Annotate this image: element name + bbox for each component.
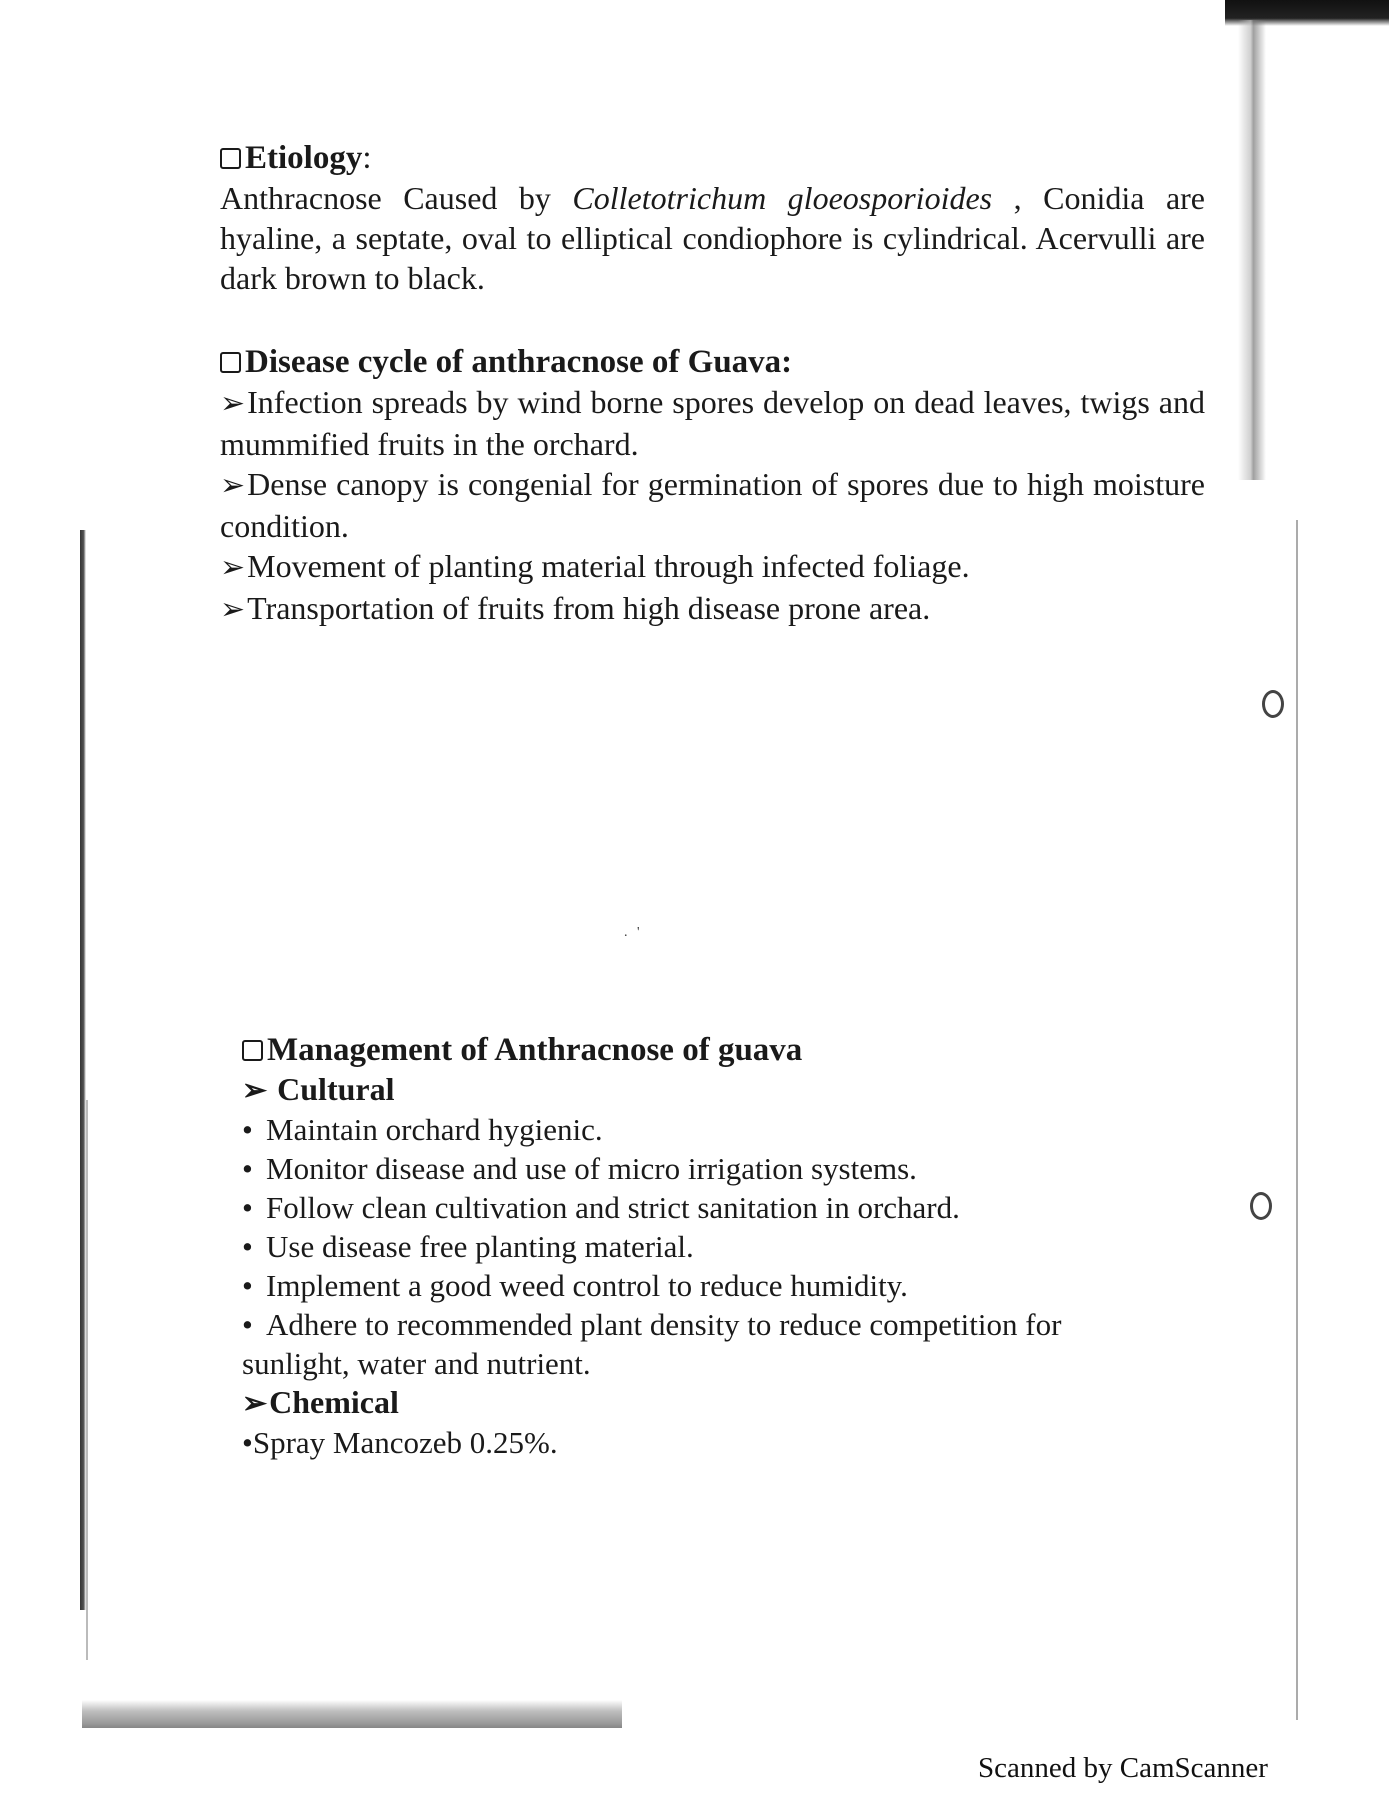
list-item (242, 1266, 1192, 1305)
bullet-icon: • (242, 1425, 253, 1460)
scan-edge-line-right (1296, 520, 1298, 1720)
list-item-text: Implement a good weed control to reduce humidity. (266, 1268, 908, 1303)
scan-shadow-right (1238, 20, 1266, 480)
etiology-text-pre: Anthracnose Caused by (220, 180, 573, 216)
list-item (220, 546, 1205, 588)
checkbox-square-icon (220, 148, 241, 169)
list-item (220, 588, 1205, 630)
bullet-icon: • (242, 1190, 253, 1225)
etiology-text-post: , Conidia are hyaline, a septate, oval to elliptical condiophore is cylindrical. Acervulli are dark brown to black. (220, 180, 1206, 296)
cultural-label: Cultural (277, 1071, 395, 1107)
list-item (242, 1227, 1192, 1266)
arrowhead-icon: ➢ (220, 593, 246, 626)
list-item (242, 1188, 1192, 1227)
arrowhead-icon: ➢ (242, 1387, 268, 1420)
bullet-icon: • (242, 1151, 253, 1186)
arrowhead-icon: ➢ (220, 551, 246, 584)
management-heading (242, 1030, 1192, 1070)
scan-shadow-bottom (82, 1700, 622, 1728)
cultural-subheading (242, 1070, 1192, 1110)
etiology-heading-text: Etiology (245, 140, 363, 176)
scan-shadow-left-inner (86, 1100, 88, 1660)
arrowhead-icon: ➢ (220, 387, 246, 420)
stray-marks: . ' (624, 925, 643, 940)
list-item-text: Movement of planting material through infected foliage. (247, 548, 970, 584)
list-item (242, 1110, 1192, 1149)
bullet-icon: • (242, 1268, 253, 1303)
disease-cycle-heading (220, 342, 1205, 382)
bullet-icon: • (242, 1307, 253, 1342)
etiology-heading-colon: : (362, 140, 372, 176)
list-item-text: Use disease free planting material. (266, 1229, 694, 1264)
list-item-text: Adhere to recommended plant density to reduce competition for sunlight, water and nutrient. (242, 1307, 1062, 1381)
checkbox-square-icon (220, 352, 241, 373)
etiology-section (220, 138, 1205, 298)
disease-cycle-heading-text: Disease cycle of anthracnose of Guava: (245, 344, 793, 380)
list-item (220, 382, 1205, 464)
disease-cycle-section (220, 342, 1205, 630)
binder-ring-mark (1262, 690, 1284, 718)
checkbox-square-icon (242, 1040, 263, 1061)
arrowhead-icon: ➢ (220, 469, 246, 502)
chemical-label: Chemical (269, 1384, 399, 1420)
list-item (220, 464, 1205, 546)
bullet-icon: • (242, 1112, 253, 1147)
list-item-text: Dense canopy is congenial for germination of spores due to high moisture condition. (220, 466, 1205, 544)
list-item (242, 1305, 1172, 1383)
bullet-icon: • (242, 1229, 253, 1264)
list-item (242, 1423, 1192, 1462)
list-item-text: Spray Mancozeb 0.25%. (252, 1425, 558, 1460)
etiology-heading (220, 138, 1205, 178)
list-item-text: Monitor disease and use of micro irrigation systems. (266, 1151, 917, 1186)
chemical-subheading (242, 1383, 1192, 1423)
list-item-text: Transportation of fruits from high disease prone area. (247, 590, 931, 626)
management-heading-text: Management of Anthracnose of guava (267, 1032, 803, 1068)
management-section (242, 1030, 1192, 1462)
scanner-watermark: Scanned by CamScanner (978, 1752, 1268, 1784)
list-item-text: Follow clean cultivation and strict sanitation in orchard. (266, 1190, 960, 1225)
binder-ring-mark (1250, 1192, 1272, 1220)
etiology-paragraph (220, 178, 1205, 298)
pathogen-name: Colletotrichum gloeosporioides (572, 180, 993, 216)
list-item-text: Infection spreads by wind borne spores develop on dead leaves, twigs and mummified fruits in the orchard. (220, 384, 1205, 462)
arrowhead-icon: ➢ (242, 1074, 268, 1107)
list-item-text: Maintain orchard hygienic. (266, 1112, 603, 1147)
list-item (242, 1149, 1192, 1188)
